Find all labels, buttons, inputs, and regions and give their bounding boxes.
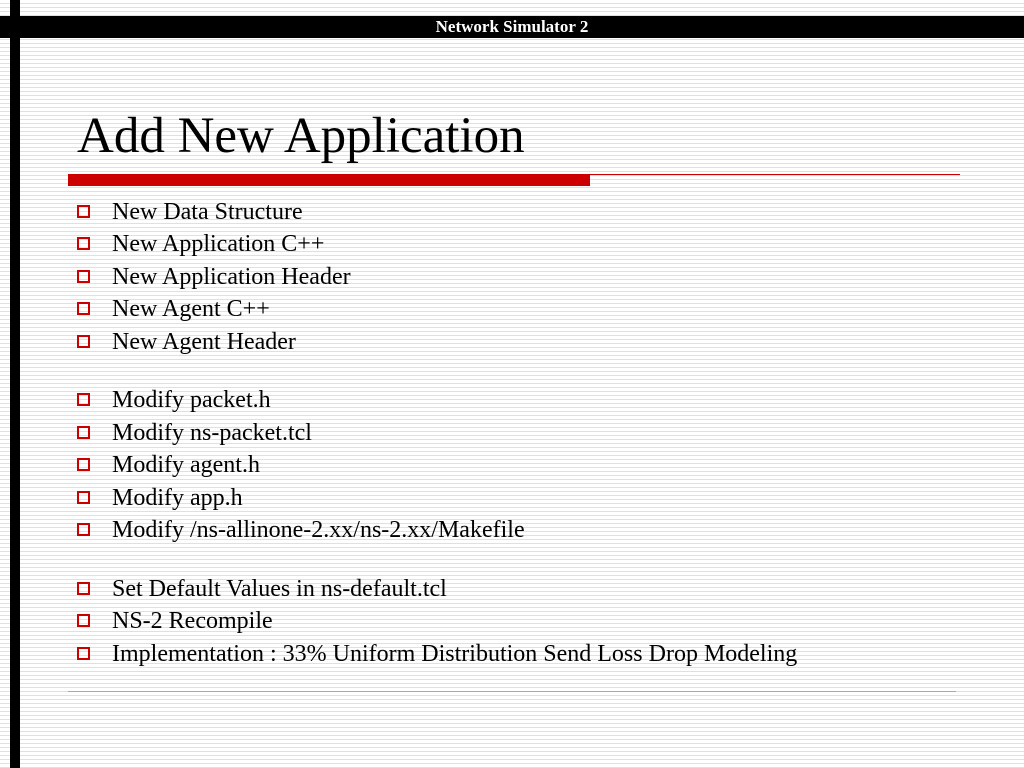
- left-black-bar: [10, 0, 20, 768]
- bullet-text: New Agent C++: [112, 296, 270, 323]
- list-item: [77, 229, 797, 262]
- square-bullet-icon: [77, 426, 90, 439]
- list-item: [77, 515, 797, 548]
- bullet-text: Set Default Values in ns-default.tcl: [112, 575, 447, 602]
- square-bullet-icon: [77, 270, 90, 283]
- list-item: [77, 482, 797, 515]
- bullet-text: New Agent Header: [112, 328, 296, 355]
- bullet-text: Modify app.h: [112, 484, 243, 511]
- square-bullet-icon: [77, 393, 90, 406]
- square-bullet-icon: [77, 582, 90, 595]
- bullet-list: [77, 196, 797, 671]
- bullet-text: New Data Structure: [112, 198, 303, 225]
- square-bullet-icon: [77, 335, 90, 348]
- bullet-text: NS-2 Recompile: [112, 608, 273, 635]
- slide-title: Add New Application: [77, 108, 525, 164]
- list-item: [77, 606, 797, 639]
- list-item: [77, 573, 797, 606]
- list-item: [77, 261, 797, 294]
- bullet-text: Modify packet.h: [112, 387, 271, 414]
- square-bullet-icon: [77, 237, 90, 250]
- square-bullet-icon: [77, 523, 90, 536]
- list-item: [77, 417, 797, 450]
- bullet-text: Modify agent.h: [112, 452, 260, 479]
- list-item: [77, 294, 797, 327]
- footer-rule: [68, 691, 956, 692]
- list-item: [77, 638, 797, 671]
- square-bullet-icon: [77, 205, 90, 218]
- list-item: [77, 326, 797, 359]
- list-item: [77, 385, 797, 418]
- bullet-text: Implementation : 33% Uniform Distribution Send Loss Drop Modeling: [112, 640, 798, 667]
- title-underline-thin: [590, 174, 960, 175]
- list-item: [77, 450, 797, 483]
- header-bar: [0, 16, 1024, 38]
- square-bullet-icon: [77, 302, 90, 315]
- bullet-text: Modify ns-packet.tcl: [112, 419, 312, 446]
- bullet-text: New Application Header: [112, 263, 351, 290]
- square-bullet-icon: [77, 458, 90, 471]
- title-underline-thick: [68, 174, 590, 186]
- bullet-text: Modify /ns-allinone-2.xx/ns-2.xx/Makefile: [112, 517, 525, 544]
- bullet-text: New Application C++: [112, 231, 325, 258]
- square-bullet-icon: [77, 647, 90, 660]
- square-bullet-icon: [77, 614, 90, 627]
- square-bullet-icon: [77, 491, 90, 504]
- list-item: [77, 196, 797, 229]
- header-title: Network Simulator 2: [435, 17, 589, 36]
